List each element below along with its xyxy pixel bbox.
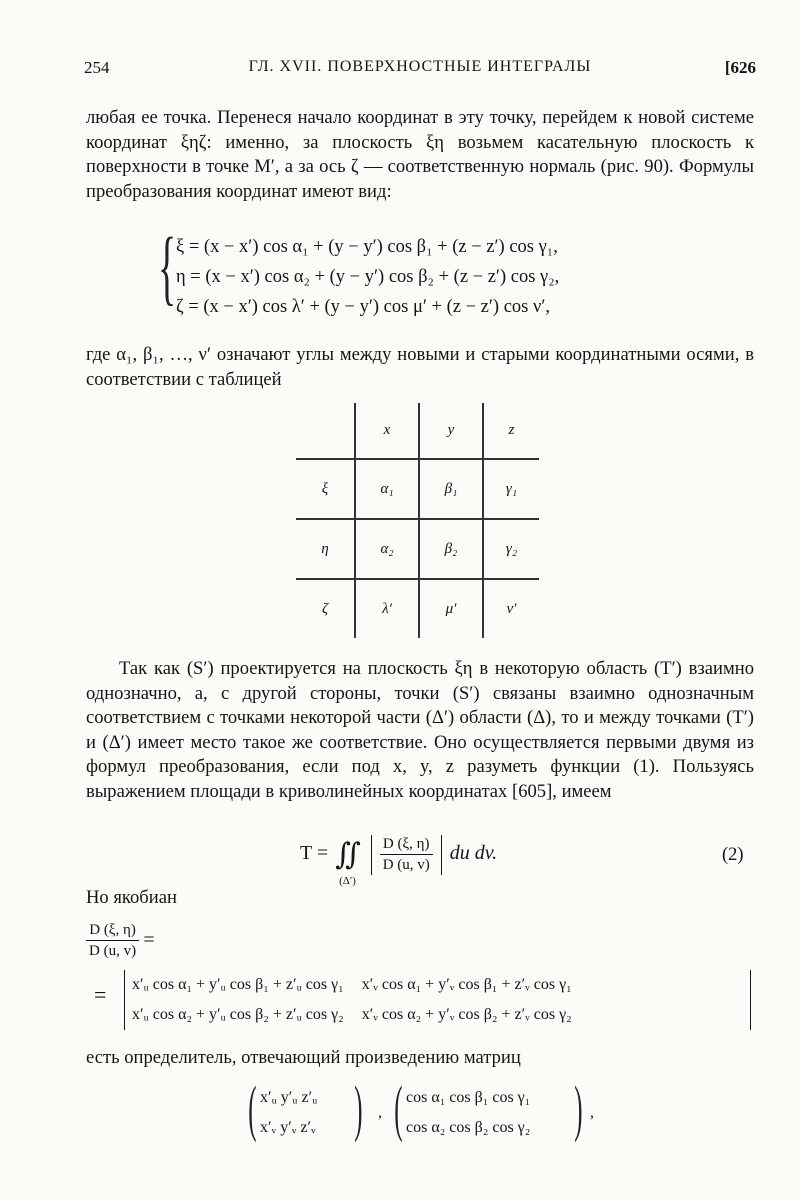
transformation-system — [158, 221, 698, 322]
det-row-1 — [132, 970, 572, 1000]
jacobian-lhs — [86, 920, 155, 961]
table-row — [296, 459, 539, 519]
integral-domain: (Δ′) — [339, 875, 356, 887]
table-cell: γ₁ — [483, 459, 539, 519]
paren-left: ( — [394, 1075, 403, 1143]
table-cell: α₂ — [355, 519, 419, 579]
paren-left: ( — [248, 1075, 257, 1143]
row-label: ξ — [296, 459, 355, 519]
table-cell: γ₂ — [483, 519, 539, 579]
fraction-denominator: D (u, v) — [89, 943, 137, 959]
equals-sign: = — [94, 982, 107, 1007]
col-header-y: y — [419, 403, 483, 459]
matrix-row: cos α₂ cos β₂ cos γ₂ — [406, 1119, 531, 1136]
formula-differentials: du dv. — [449, 842, 498, 865]
det-cell: x′ᵥ cos α₂ + y′ᵥ cos β₂ + z′ᵥ cos γ₂ — [361, 1006, 572, 1023]
paragraph-intro: любая ее точка. Перенеся начало координат в эту точку, перейдем к новой системе координат ξηζ: именно, за плоскость ξη возьмем касательную плоскость к поверхности в точке M′, а за ось ζ — соответственную нормаль (рис. 90). Формулы преобразования координат имеют вид: — [86, 107, 754, 202]
matrix-separator: , — [378, 1104, 382, 1121]
equation-zeta: ζ = (x − x′) cos λ′ + (y − y′) cos μ′ + (z − z′) cos ν′, — [176, 297, 551, 317]
equals-sign: = — [143, 929, 155, 951]
table-cell: β₂ — [419, 519, 483, 579]
table-cell: ν′ — [506, 600, 517, 617]
fraction-denominator: D (u, v) — [382, 857, 430, 873]
row-label: η — [296, 519, 355, 579]
table-cell: β₁ — [419, 459, 483, 519]
table-cell: λ′ — [355, 579, 419, 638]
col-header-z: z — [483, 403, 539, 459]
table-row — [296, 519, 539, 579]
table-cell: α₁ — [355, 459, 419, 519]
table-row — [296, 579, 539, 638]
jacobian-lhs-fraction — [86, 920, 139, 961]
det-cell: x′ᵤ cos α₁ + y′ᵤ cos β₁ + z′ᵤ cos γ₁ — [132, 976, 344, 993]
matrix-derivatives — [244, 1075, 374, 1146]
fraction-numerator: D (ξ, η) — [380, 834, 433, 855]
col-header-x: x — [355, 403, 419, 459]
paren-right: ) — [354, 1075, 363, 1143]
paragraph-angles: где α₁, β₁, …, ν′ означают углы между новыми и старыми координатными осями, в соответствии с таблицей — [86, 344, 754, 390]
page-number: 254 — [84, 58, 110, 77]
matrix-row: cos α₁ cos β₁ cos γ₁ — [406, 1089, 531, 1106]
det-cell: x′ᵥ cos α₁ + y′ᵥ cos β₁ + z′ᵥ cos γ₁ — [361, 976, 572, 993]
jacobian-fraction — [380, 834, 433, 875]
fraction-numerator: D (ξ, η) — [86, 920, 139, 941]
det-bar-left — [124, 970, 125, 1030]
left-brace: { — [158, 221, 177, 314]
section-number: [626 — [724, 58, 756, 77]
matrix-row: x′ᵥ y′ᵥ z′ᵥ — [260, 1119, 316, 1136]
det-cell: x′ᵤ cos α₂ + y′ᵤ cos β₂ + z′ᵤ cos γ₂ — [132, 1006, 344, 1023]
angles-table — [296, 403, 539, 638]
table-header-row — [296, 403, 539, 459]
equation-xi: ξ = (x − x′) cos α₁ + (y − y′) cos β₁ + (z − z′) cos γ₁, — [176, 237, 558, 257]
double-integral-sign — [335, 837, 361, 887]
page-header — [84, 58, 756, 86]
det-bar-right — [750, 970, 751, 1030]
row-label: ζ — [321, 600, 329, 617]
integral-symbol: ∬ — [335, 838, 361, 871]
table-cell: μ′ — [419, 579, 483, 638]
area-formula — [300, 834, 497, 894]
equation-eta: η = (x − x′) cos α₂ + (y − y′) cos β₂ + (z − z′) cos γ₂, — [176, 267, 560, 287]
paren-right: ) — [574, 1075, 583, 1143]
det-row-2 — [132, 1000, 572, 1030]
paragraph-projection: Так как (S′) проектируется на плоскость ξη в некоторую область (T′) взаимно однозначно, а, с другой стороны, точки (S′) связаны взаимно однозначным соответствием с точками некоторой части (Δ′) области (Δ), то и между точками (T′) и (Δ′) имеет место такое же соответствие. Оно осуществляется первыми двумя из формул преобразования, если под x, y, z разуметь функции (1). Пользуясь выражением площади в криволинейных координатах [605], имеем — [86, 658, 754, 802]
paragraph-jacobian-intro: Но якобиан — [86, 887, 177, 908]
matrix-cosines — [390, 1075, 600, 1146]
formula-lhs: T = — [300, 842, 329, 865]
abs-bar-left — [371, 835, 372, 875]
running-title: ГЛ. XVII. ПОВЕРХНОСТНЫЕ ИНТЕГРАЛЫ — [248, 58, 592, 75]
jacobian-determinant — [86, 968, 756, 1032]
matrix-row: x′ᵤ y′ᵤ z′ᵤ — [260, 1089, 318, 1106]
matrix-separator: , — [590, 1104, 594, 1121]
paragraph-matrices: есть определитель, отвечающий произведению матриц — [86, 1047, 521, 1068]
abs-bar-right — [441, 835, 442, 875]
equation-number: (2) — [722, 845, 744, 865]
